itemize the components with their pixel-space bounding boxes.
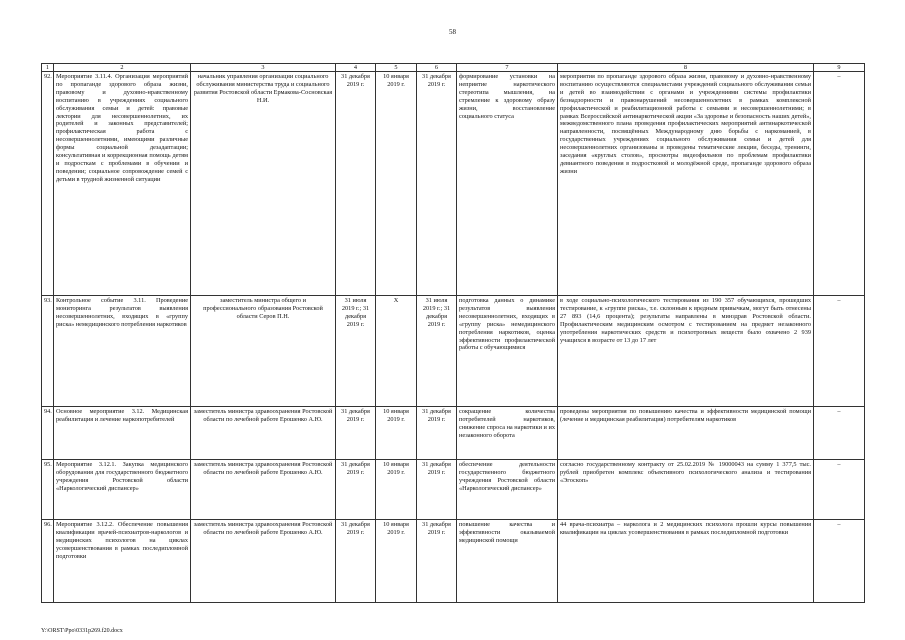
planned-date: 31 декабря 2019 г. [336, 407, 376, 460]
header-row [42, 64, 865, 72]
header-cell: 8 [558, 64, 814, 72]
header-cell: 9 [814, 64, 865, 72]
planned-date: 31 июля 2019 г.; 31 декабря 2019 г. [336, 296, 376, 407]
table-row [42, 296, 865, 407]
header-cell: 7 [457, 64, 558, 72]
responsible-person: заместитель министра здравоохранения Ростовской области по лечебной работе Ерошенко А.Ю. [191, 460, 336, 520]
measure-name: Основное мероприятие 3.12. Медицинская реабилитация и лечение наркопотребителей [54, 407, 191, 460]
row-number: 95. [42, 460, 54, 520]
header-cell: 4 [336, 64, 376, 72]
report-table [41, 63, 865, 603]
planned-date: 31 декабря 2019 г. [336, 520, 376, 603]
actual-end-date: 31 декабря 2019 г. [417, 407, 457, 460]
responsible-person: заместитель министра здравоохранения Ростовской области по лечебной работе Ерошенко А.Ю. [191, 520, 336, 603]
actual-end-date: 31 июля 2019 г.; 31 декабря 2019 г. [417, 296, 457, 407]
responsible-person: начальник управления организации социального обслуживания министерства труда и социального развития Ростовской области Ермакова-Сосновская Н.И. [191, 72, 336, 296]
expected-result: повышение качества и эффективности оказываемой медицинской помощи [457, 520, 558, 603]
notes: – [814, 407, 865, 460]
expected-result: сокращение количества потребителей наркотиков, снижение спроса на наркотики и их незаконного оборота [457, 407, 558, 460]
row-number: 94. [42, 407, 54, 460]
responsible-person: заместитель министра общего и профессионального образования Ростовской области Серов П.Н. [191, 296, 336, 407]
row-number: 92. [42, 72, 54, 296]
planned-date: 31 декабря 2019 г. [336, 460, 376, 520]
actual-result: согласно государственному контракту от 25.02.2019 № 19000043 на сумму 1 377,5 тыс. рублей приобретен комплекс объективного психологического анализа и тестирования «Эгоскоп» [558, 460, 814, 520]
notes: – [814, 460, 865, 520]
header-cell: 6 [417, 64, 457, 72]
expected-result: подготовка данных о динамике результатов выявления несовершеннолетних, входящих в «группу риска» немедицинского потребления наркотиков, оценка эффективности профилактической работы с обучающимися [457, 296, 558, 407]
actual-result: мероприятия по пропаганде здорового образа жизни, правовому и духовно-нравственному воспитанию осуществляются специалистами учреждений социального обслуживания семьи и детей во взаимодействии с органами и учреждениями системы профилактики безнадзорности и правонарушений несовершеннолетних в рамках комплексной профилактической и реабилитационной работы с семьями и несовершеннолетними; в рамках Всероссийской антинаркотической акции «За здоровье и безопасность наших детей», межведомственного плана проведения профилактических мероприятий антинаркотической направленности, посвящённых Международному дню борьбы с наркоманией, в государственных учреждениях социального обслуживания семьи и детей для несовершеннолетних организованы и проведены тематические лекции, беседы, тренинги, заседания «круглых столов», просмотры видеофильмов по проблемам профилактики девиантного поведения в подростковой и молодёжной среде, пропаганде здорового образа жизни [558, 72, 814, 296]
measure-name: Мероприятие 3.12.1. Закупка медицинского оборудования для государственного бюджетного учреждения Ростовской области «Наркологический диспансер» [54, 460, 191, 520]
actual-start-date: 10 января 2019 г. [376, 407, 417, 460]
header-cell: 3 [191, 64, 336, 72]
responsible-person: заместитель министра здравоохранения Ростовской области по лечебной работе Ерошенко А.Ю. [191, 407, 336, 460]
header-cell: 1 [42, 64, 54, 72]
table-row [42, 520, 865, 603]
actual-start-date: 10 января 2019 г. [376, 520, 417, 603]
notes: – [814, 72, 865, 296]
actual-end-date: 31 декабря 2019 г. [417, 460, 457, 520]
actual-end-date: 31 декабря 2019 г. [417, 520, 457, 603]
row-number: 93. [42, 296, 54, 407]
page-number: 58 [449, 28, 456, 36]
notes: – [814, 520, 865, 603]
table-row [42, 460, 865, 520]
measure-name: Мероприятие 3.11.4. Организация мероприятий по пропаганде здорового образа жизни, правовому и духовно-нравственному воспитанию в учреждениях социального обслуживания семьи и детей: правовые лектории для несовершеннолетних, их родителей и законных представителей; профилактическая работа с несовершеннолетними, имеющими различные формы социальной дезадаптации; консультативная и коррекционная помощь детям и подросткам с проблемами в обучении и поведении; социальное сопровождение семей с детьми в трудной жизненной ситуации [54, 72, 191, 296]
table-row [42, 407, 865, 460]
row-number: 96. [42, 520, 54, 603]
measure-name: Мероприятие 3.12.2. Обеспечение повышения квалификации врачей-психиатров-наркологов и медицинских психологов на циклах усовершенствования в рамках последипломной подготовки [54, 520, 191, 603]
planned-date: 31 декабря 2019 г. [336, 72, 376, 296]
notes: – [814, 296, 865, 407]
header-cell: 2 [54, 64, 191, 72]
actual-result: в ходе социально-психологического тестирования из 190 357 обучающихся, прошедших тестирование, к «группе риска», т.е. склонным к вредным привычкам, могут быть отнесены 27 893 (14,6 процента); результаты направлены в минздрав Ростовской области. Профилактическим медицинским осмотром с тестированием на предмет незаконного употребления наркотических средств и психотропных веществ было охвачено 2 939 учащихся в возрасте от 13 до 17 лет [558, 296, 814, 407]
actual-result: проведены мероприятия по повышению качества и эффективности медицинской помощи (лечение и медицинская реабилитация) потребителям наркотиков [558, 407, 814, 460]
actual-start-date: 10 января 2019 г. [376, 460, 417, 520]
actual-start-date: Х [376, 296, 417, 407]
table-row [42, 72, 865, 296]
actual-result: 44 врача-психиатра – нарколога и 2 медицинских психолога прошли курсы повышения квалификации на циклах усовершенствования в рамках последипломной подготовки [558, 520, 814, 603]
actual-start-date: 10 января 2019 г. [376, 72, 417, 296]
measure-name: Контрольное событие 3.11. Проведение мониторинга результатов выявления несовершеннолетних, входящих в «группу риска» немедицинского потребления наркотиков [54, 296, 191, 407]
expected-result: формирование установки на неприятие наркотического стереотипа мышления, на стремление к здоровому образу жизни, восстановление социального статуса [457, 72, 558, 296]
expected-result: обеспечение деятельности государственного бюджетного учреждения Ростовской области «Наркологический диспансер» [457, 460, 558, 520]
actual-end-date: 31 декабря 2019 г. [417, 72, 457, 296]
file-path-footer: Y:\ORST\Ppo\0331p269.f20.docx [41, 628, 123, 634]
header-cell: 5 [376, 64, 417, 72]
